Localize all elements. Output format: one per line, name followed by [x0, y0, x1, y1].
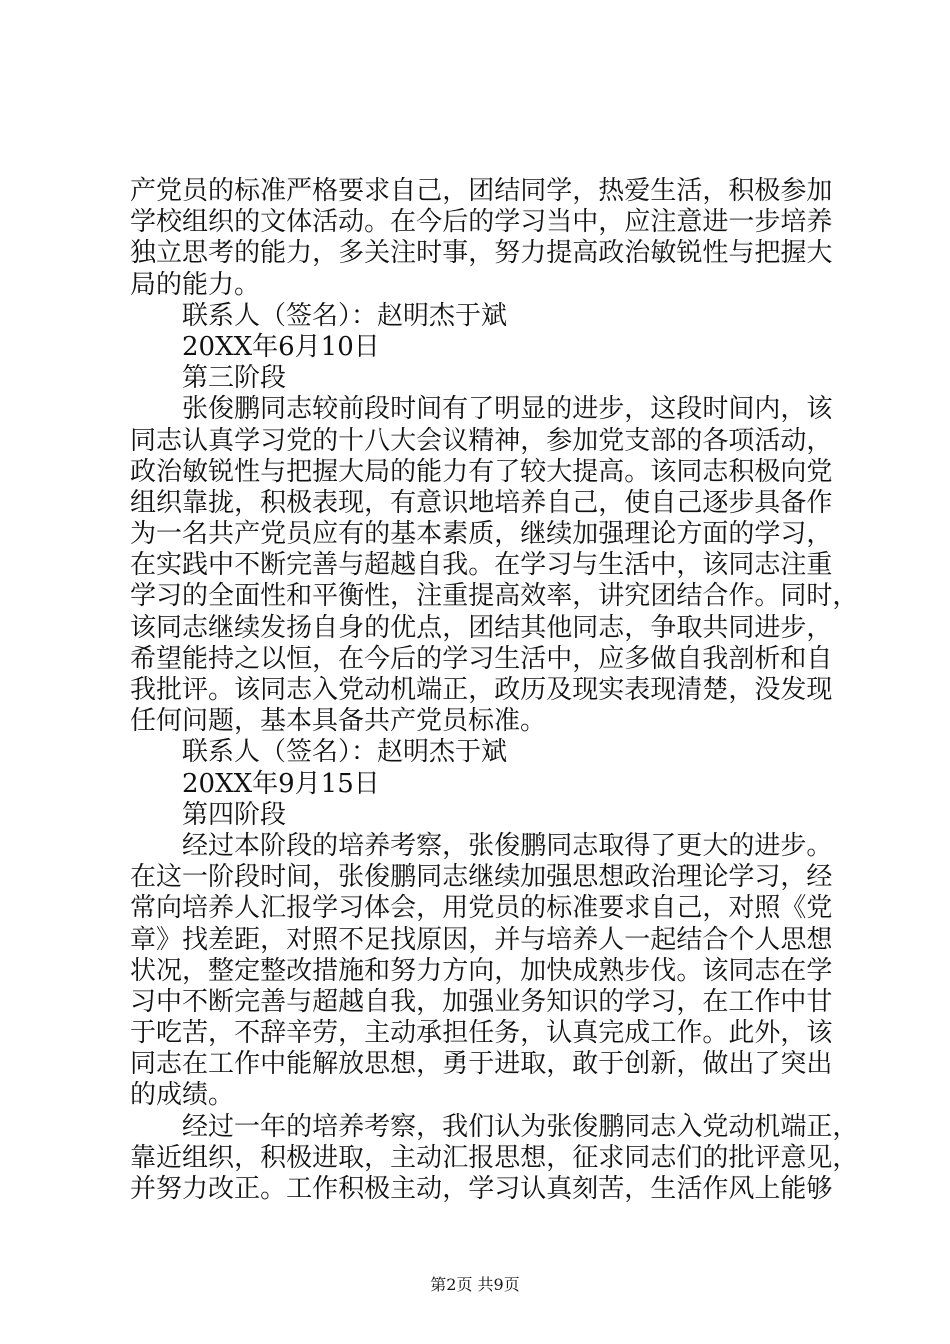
text-line: 同 志 认 真 学 习 党 的 十 八 大 会 议 精 神 ， 参 加 党 支 部 的 各 项 活 动 ， [130, 425, 833, 456]
text-line: 经 过 本 阶 段 的 培 养 考 察 ， 张 俊 鹏 同 志 取 得 了 更 大 的 进 步 。 [182, 830, 833, 861]
text-line: 张 俊 鹏 同 志 较 前 段 时 间 有 了 明 显 的 进 步 ， 这 段 时 间 内 ， 该 [182, 394, 833, 425]
page-footer: 第2页 共9页 [430, 1275, 520, 1294]
text-line: 政 治 敏 锐 性 与 把 握 大 局 的 能 力 有 了 较 大 提 高 。 该 同 志 积 极 向 党 [130, 456, 833, 487]
text-line: 同 志 在 工 作 中 能 解 放 思 想 ， 勇 于 进 取 ， 敢 于 创 新 ， 做 出 了 突 出 [130, 1049, 833, 1080]
text-line: 该 同 志 继 续 发 扬 自 身 的 优 点 ， 团 结 其 他 同 志 ， 争 取 共 同 进 步 ， [130, 612, 833, 643]
text-line: 习 中 不 断 完 善 与 超 越 自 我 ， 加 强 业 务 知 识 的 学 习 ， 在 工 作 中 甘 [130, 986, 833, 1017]
text-line: 为 一 名 共 产 党 员 应 有 的 基 本 素 质 ， 继 续 加 强 理 论 方 面 的 学 习 ， [130, 519, 833, 550]
text-line: 希 望 能 持 之 以 恒 ， 在 今 后 的 学 习 生 活 中 ， 应 多 做 自 我 剖 析 和 自 [130, 643, 833, 674]
text-line: 第四阶段 [182, 799, 287, 830]
text-line: 章 》 找 差 距 ， 对 照 不 足 找 原 因 ， 并 与 培 养 人 一 起 结 合 个 人 思 想 [130, 924, 833, 955]
text-line: 状 况 ， 整 定 整 改 措 施 和 努 力 方 向 ， 加 快 成 熟 步 伐 。 该 同 志 在 学 [130, 955, 833, 986]
text-line: 经 过 一 年 的 培 养 考 察 ， 我 们 认 为 张 俊 鹏 同 志 入 党 动 机 端 正 ， [182, 1111, 859, 1142]
text-line: 的成绩。 [130, 1080, 235, 1111]
text-line: 组 织 靠 拢 ， 积 极 表 现 ， 有 意 识 地 培 养 自 己 ， 使 自 己 逐 步 具 备 作 [130, 487, 833, 518]
text-line: 我 批 评 。 该 同 志 入 党 动 机 端 正 ， 政 历 及 现 实 表 现 清 楚 ， 没 发 现 [130, 675, 833, 705]
text-line: 靠 近 组 织 ， 积 极 进 取 ， 主 动 汇 报 思 想 ， 征 求 同 志 们 的 批 评 意 见 ， [130, 1142, 859, 1173]
text-line: 20XX年6月10日 [182, 331, 380, 362]
text-line: 并 努 力 改 正 。 工 作 积 极 主 动 ， 学 习 认 真 刻 苦 ， 生 活 作 风 上 能 够 [130, 1174, 833, 1204]
text-line: 学 习 的 全 面 性 和 平 衡 性 ， 注 重 提 高 效 率 ， 讲 究 团 结 合 作 。 同 时 ， [130, 581, 859, 612]
text-line: 20XX年9月15日 [182, 768, 380, 799]
text-line: 产 党 员 的 标 准 严 格 要 求 自 己 ， 团 结 同 学 ， 热 爱 生 活 ， 积 极 参 加 [130, 176, 833, 206]
text-line: 第三阶段 [182, 363, 287, 394]
text-line: 在 实 践 中 不 断 完 善 与 超 越 自 我 。 在 学 习 与 生 活 中 ， 该 同 志 注 重 [130, 550, 833, 581]
text-line: 常 向 培 养 人 汇 报 学 习 体 会 ， 用 党 员 的 标 准 要 求 自 己 ， 对 照 《 党 [130, 893, 833, 924]
text-line: 任何问题，基本具备共产党员标准。 [130, 706, 547, 737]
text-line: 联系人（签名）：赵明杰于斌 [182, 300, 508, 331]
text-line: 在 这 一 阶 段 时 间 ， 张 俊 鹏 同 志 继 续 加 强 思 想 政 治 理 论 学 习 ， 经 [130, 862, 833, 893]
document-body [130, 176, 859, 1205]
text-line: 联系人（签名）：赵明杰于斌 [182, 737, 508, 768]
text-line: 于 吃 苦 ， 不 辞 辛 劳 ， 主 动 承 担 任 务 ， 认 真 完 成 工 作 。 此 外 ， 该 [130, 1018, 833, 1049]
text-line: 独 立 思 考 的 能 力 ， 多 关 注 时 事 ， 努 力 提 高 政 治 敏 锐 性 与 把 握 大 [130, 238, 833, 269]
text-line: 学 校 组 织 的 文 体 活 动 。 在 今 后 的 学 习 当 中 ， 应 注 意 进 一 步 培 养 [130, 207, 833, 238]
text-line: 局的能力。 [130, 269, 261, 300]
